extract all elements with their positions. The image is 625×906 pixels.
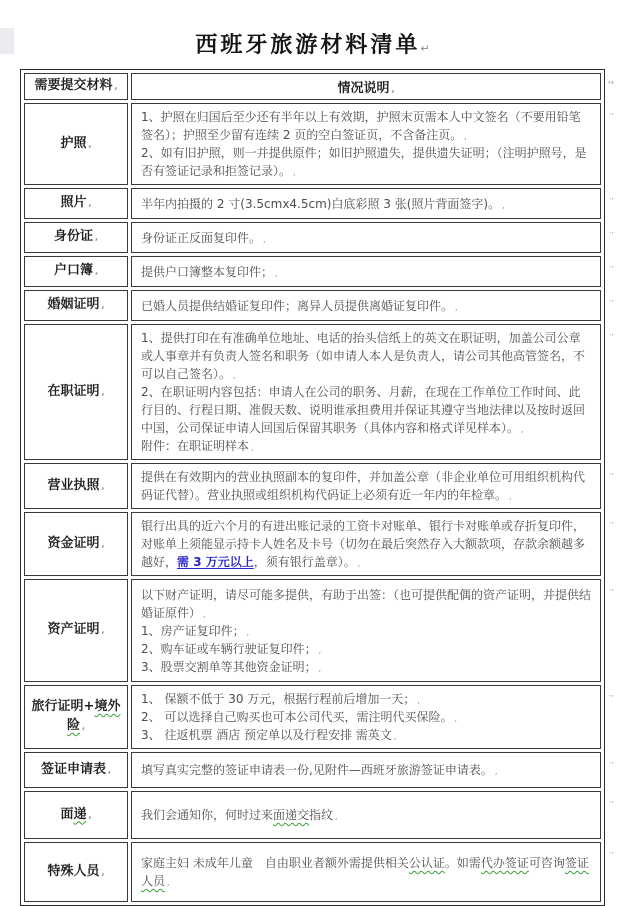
row-end-mark-icon: ., xyxy=(608,107,614,116)
description-cell xyxy=(131,512,614,576)
material-name-cell xyxy=(24,512,128,576)
cell-end-mark-icon: , xyxy=(94,267,99,277)
material-name-cell xyxy=(24,324,128,460)
cell-end-mark-icon: , xyxy=(502,200,505,210)
text-segment: 照片 xyxy=(60,195,87,211)
header-row xyxy=(24,73,601,100)
cell-end-mark-icon: , xyxy=(88,810,92,820)
text-segment: 提供户口簿整本复印件； xyxy=(141,264,274,279)
spellcheck-flagged-text: 境外险 xyxy=(66,699,121,733)
cell-end-mark-icon: , xyxy=(494,767,498,776)
description-paragraph xyxy=(141,195,591,213)
row-end-mark-icon: ., xyxy=(608,756,614,765)
scan-artifact xyxy=(0,28,14,54)
text-segment: 2、 可以选择自己购买也可本公司代买，需注明代买保险。 xyxy=(141,710,453,724)
description-paragraph xyxy=(141,144,591,180)
cell-end-mark-icon: , xyxy=(101,301,105,311)
text-segment: 身份证正反面复印件。 xyxy=(141,230,262,245)
cell-end-mark-icon: , xyxy=(233,371,236,380)
cell-end-mark-icon: , xyxy=(455,302,458,312)
description-cell xyxy=(131,791,614,839)
text-segment: 面 xyxy=(60,806,74,822)
description-cell xyxy=(131,842,614,902)
material-name-cell xyxy=(24,752,128,788)
cell-end-mark-icon: , xyxy=(318,663,322,673)
description-paragraph xyxy=(141,708,591,726)
material-name-cell xyxy=(24,791,128,839)
table-row xyxy=(24,256,601,287)
cell-end-mark-icon: , xyxy=(167,878,170,887)
description-paragraph xyxy=(141,297,591,315)
row-end-mark-icon: ., xyxy=(608,328,614,337)
description-paragraph xyxy=(141,761,591,779)
material-name-cell xyxy=(24,290,128,321)
table-body xyxy=(24,73,614,902)
material-name-cell xyxy=(24,842,128,902)
cell-end-mark-icon: , xyxy=(464,132,467,141)
table-row xyxy=(24,685,601,749)
text-segment: 旅行证明+ xyxy=(31,699,95,715)
page-title xyxy=(0,28,625,59)
cell-end-mark-icon: , xyxy=(101,481,105,491)
header-materials-column xyxy=(24,73,128,100)
cell-end-mark-icon: , xyxy=(246,627,250,637)
table-row xyxy=(24,103,601,185)
row-end-mark-icon: ., xyxy=(608,795,614,804)
cell-end-mark-icon: , xyxy=(107,765,112,775)
cell-end-mark-icon: , xyxy=(275,268,278,278)
spellcheck-flagged-text: 递 xyxy=(73,806,87,822)
paragraph-mark-icon: ↵ xyxy=(420,42,430,55)
material-name-cell xyxy=(24,222,128,253)
text-segment: 在职证明 xyxy=(47,383,100,399)
text-segment: 资产证明 xyxy=(47,622,100,638)
description-paragraph xyxy=(141,658,591,676)
cell-end-mark-icon: , xyxy=(101,387,105,397)
cell-end-mark-icon: , xyxy=(454,714,457,723)
cell-end-mark-icon: , xyxy=(391,85,395,94)
table-row xyxy=(24,791,601,839)
text-segment: 可咨询 xyxy=(528,856,565,870)
row-end-mark-icon: ., xyxy=(607,76,614,85)
description-paragraph xyxy=(141,622,591,640)
cell-end-mark-icon: , xyxy=(318,645,322,655)
table-row xyxy=(24,579,601,682)
cell-end-mark-icon: , xyxy=(509,492,512,501)
cell-end-mark-icon: , xyxy=(293,168,296,177)
description-cell xyxy=(131,188,614,219)
spellcheck-flagged-text: 代办签证 xyxy=(480,856,529,870)
text-segment: 附件：在职证明样本 xyxy=(141,439,250,453)
material-name-cell xyxy=(24,685,128,749)
table-row xyxy=(24,752,601,788)
text-segment: 3、股票交割单等其他资金证明； xyxy=(141,659,317,674)
description-paragraph xyxy=(141,640,591,658)
row-end-mark-icon: ., xyxy=(608,226,614,235)
table-row xyxy=(24,842,601,902)
table-row xyxy=(24,222,601,253)
description-cell xyxy=(131,579,614,682)
header-label: 需要提交材料 xyxy=(34,78,113,94)
text-segment: 户口簿 xyxy=(53,263,93,279)
row-end-mark-icon: ., xyxy=(608,294,614,303)
cell-end-mark-icon: , xyxy=(81,722,86,731)
header-label: 情况说明 xyxy=(337,81,390,96)
text-segment: 身份证 xyxy=(53,229,93,245)
text-segment: 。如需 xyxy=(444,856,481,870)
spellcheck-flagged-text: 签证人员 xyxy=(141,856,589,888)
text-segment: 1、提供打印在有准确单位地址、电话的抬头信纸上的英文在职证明，加盖公司公章或人事章并有负责人签名和职务（如申请人本人是负责人，请公司其他高管签名，不可以自己签名）。 xyxy=(141,331,586,381)
row-end-mark-icon: ., xyxy=(608,260,614,269)
description-paragraph xyxy=(141,437,591,455)
cell-end-mark-icon: , xyxy=(263,234,266,244)
description-cell xyxy=(131,324,614,460)
text-segment: 2、如有旧护照，则一并提供原件；如旧护照遗失，提供遗失证明；（注明护照号，是否有签证记录和拒签记录）。 xyxy=(141,146,587,178)
materials-checklist-table xyxy=(20,69,614,906)
description-paragraph xyxy=(141,854,591,890)
text-segment: 1、 保额不低于 30 万元，根据行程前后增加一天； xyxy=(141,692,416,706)
text-segment: 婚姻证明 xyxy=(47,297,100,313)
text-segment: 3、 往返机票 酒店 预定单以及行程安排 需英文 xyxy=(141,728,392,742)
cell-end-mark-icon: , xyxy=(88,199,92,209)
description-paragraph xyxy=(141,229,591,247)
text-segment: 银行出具的近六个月的有进出账记录的工资卡对账单、银行卡对账单或存折复印件，对账单上须能显示持卡人姓名及卡号（切勿在最后突然存入大额款项，存款余额越多越好， xyxy=(141,519,586,569)
row-end-mark-icon: ., xyxy=(608,689,614,698)
table-row xyxy=(24,188,601,219)
description-cell xyxy=(131,222,614,253)
text-segment: 营业执照 xyxy=(47,477,100,493)
text-segment: 已婚人员提供结婚证复印件；离异人员提供离婚证复印件。 xyxy=(141,298,454,313)
description-paragraph xyxy=(141,690,591,708)
description-paragraph xyxy=(141,517,591,571)
spellcheck-flagged-text: 面递交 xyxy=(273,808,310,822)
text-segment: 签证申请表 xyxy=(40,761,106,777)
text-segment: 提供在有效期内的营业执照副本的复印件，并加盖公章（非企业单位可用组织机构代码证代替）。营业执照或组织机构代码证上必须有近一年内的年检章。 xyxy=(141,470,586,502)
cell-end-mark-icon: , xyxy=(521,425,524,434)
cell-end-mark-icon: , xyxy=(101,626,105,636)
text-segment: 1、房产证复印件； xyxy=(141,623,245,638)
description-paragraph xyxy=(141,726,591,744)
material-name-cell xyxy=(24,579,128,682)
cell-end-mark-icon: , xyxy=(94,233,99,243)
cell-end-mark-icon: , xyxy=(417,696,420,705)
description-cell xyxy=(131,752,614,788)
text-segment: 以下财产证明，请尽可能多提供，有助于出签：（也可提供配偶的资产证明，并提供结婚证原件） xyxy=(141,587,592,620)
description-cell xyxy=(131,685,614,749)
table-row xyxy=(24,463,601,509)
cell-end-mark-icon: , xyxy=(101,867,105,877)
spellcheck-flagged-text: 公认证 xyxy=(408,856,445,870)
description-paragraph xyxy=(141,468,591,504)
row-end-mark-icon: ., xyxy=(608,516,614,525)
description-cell xyxy=(131,463,614,509)
cell-end-mark-icon: , xyxy=(101,539,105,549)
text-segment: 特殊人员 xyxy=(47,863,100,879)
description-paragraph xyxy=(141,586,591,622)
row-end-mark-icon: ., xyxy=(608,846,614,855)
description-cell xyxy=(131,103,614,185)
cell-end-mark-icon: , xyxy=(357,559,361,568)
table-row xyxy=(24,512,601,576)
text-segment: 家庭主妇 未成年儿童 自由职业者额外需提供相关 xyxy=(141,856,409,870)
text-segment: 半年内拍摄的 2 寸(3.5cmx4.5cm)白底彩照 3 张(照片背面签字)。 xyxy=(141,196,501,211)
cell-end-mark-icon: , xyxy=(88,139,92,149)
row-end-mark-icon: ., xyxy=(608,583,614,592)
material-name-cell xyxy=(24,256,128,287)
material-name-cell xyxy=(24,188,128,219)
material-name-cell xyxy=(24,463,128,509)
description-paragraph xyxy=(141,329,591,383)
description-paragraph xyxy=(141,383,591,437)
page-title-text: 西班牙旅游材料清单 xyxy=(195,33,421,58)
text-segment: 填写真实完整的签证申请表一份,见附件—西班牙旅游签证申请表。 xyxy=(141,763,493,777)
cell-end-mark-icon: , xyxy=(114,82,118,92)
cell-end-mark-icon: , xyxy=(251,443,254,452)
description-paragraph xyxy=(141,263,591,281)
material-name-cell xyxy=(24,103,128,185)
description-cell xyxy=(131,256,614,287)
row-end-mark-icon: ., xyxy=(608,467,614,476)
text-segment: 指纹 xyxy=(309,808,334,822)
table-row xyxy=(24,290,601,321)
table-row xyxy=(24,324,601,460)
cell-end-mark-icon: , xyxy=(203,609,206,619)
text-segment: 2、购车证或车辆行驶证复印件； xyxy=(141,641,317,656)
cell-end-mark-icon: , xyxy=(335,812,338,821)
text-segment: 我们会通知你，何时过来 xyxy=(141,808,274,822)
description-paragraph xyxy=(141,806,591,824)
text-segment: 护照 xyxy=(60,135,87,151)
text-segment: 1、护照在归国后至少还有半年以上有效期，护照末页需本人中文签名（不要用铅笔签名）；护照至少留有连续 2 页的空白签证页，不含备注页。 xyxy=(141,110,581,142)
text-segment: 资金证明 xyxy=(47,535,100,551)
text-segment: ，须有银行盖章）。 xyxy=(253,555,356,569)
description-paragraph xyxy=(141,108,591,144)
header-description-column xyxy=(131,73,614,100)
highlighted-amount-text: 需 3 万元以上 xyxy=(177,555,254,569)
text-segment: 2、在职证明内容包括：申请人在公司的职务、月薪，在现在工作单位工作时间、此行目的、行程日期、准假天数、说明谁承担费用并保证其遵守当地法律以及按时返回中国，公司保证申请人回国后保留其职务（具体内容和格式详见样本）。 xyxy=(141,385,586,435)
row-end-mark-icon: ., xyxy=(608,192,614,201)
description-cell xyxy=(131,290,614,321)
cell-end-mark-icon: , xyxy=(393,732,397,741)
